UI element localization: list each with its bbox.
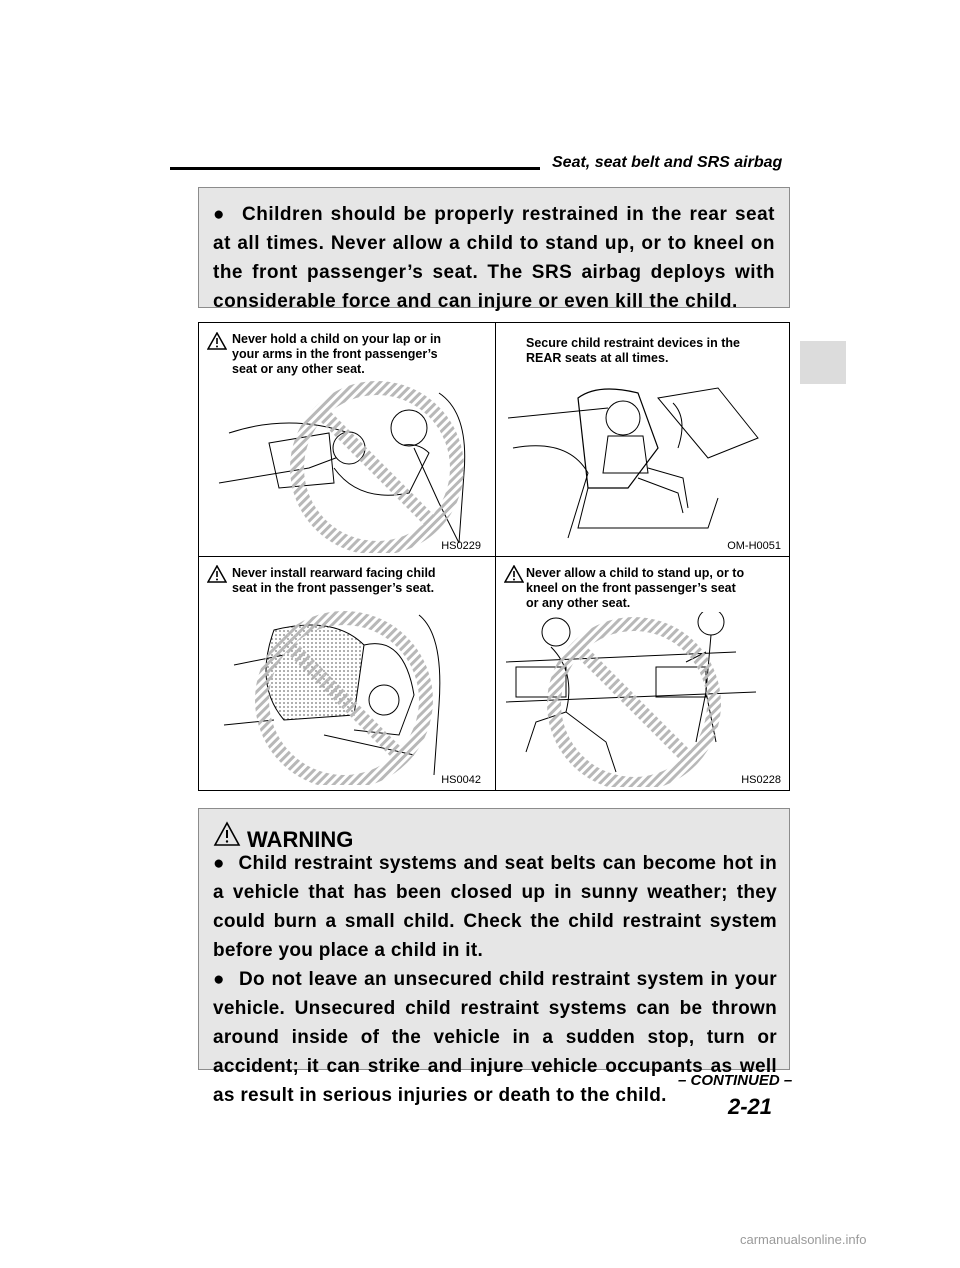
illustration-lap-child <box>209 373 489 553</box>
bullet: ● <box>213 969 226 990</box>
figure-rear-seat <box>496 323 789 557</box>
figure-code: OM-H0051 <box>727 540 781 552</box>
warning-item: ● Do not leave an unsecured child restraint system in your vehicle. Unsecured child restraint systems can be thrown around inside of the vehicle in a sudden stop, turn or accident; it can strike and injure vehicle occupants as well as result in serious injuries or death to the child. <box>213 969 777 1106</box>
illustration-rearward-seat <box>214 605 484 785</box>
figure-lap-child <box>199 323 496 557</box>
intro-note-text: ● Children should be properly restrained in the rear seat at all times. Never allow a child to stand up, or to kneel on the front passenger’s seat. The SRS airbag deploys with considerable force and can injure or even kill the child. <box>213 204 775 312</box>
warning-title: WARNING <box>247 827 354 852</box>
bullet: ● <box>213 853 226 874</box>
watermark: carmanualsonline.info <box>740 1232 867 1247</box>
figure-rearward-seat <box>199 557 496 790</box>
figure-grid <box>198 322 790 791</box>
section-title: Seat, seat belt and SRS airbag <box>552 154 783 171</box>
illustration-standing-child <box>506 612 781 787</box>
page-number: 2-21 <box>728 1094 773 1119</box>
figure-code: HS0229 <box>441 540 481 552</box>
figure-code: HS0042 <box>441 774 481 786</box>
continued-label: – CONTINUED – <box>678 1072 793 1089</box>
warning-body <box>213 849 777 1110</box>
warning-triangle-icon <box>504 565 524 583</box>
illustration-rear-child-seat <box>508 378 778 548</box>
intro-note-box <box>198 187 790 312</box>
figure-caption: Never hold a child on your lap or in your arms in the front passenger’s seat or any other seat. <box>232 332 442 376</box>
figure-caption: Never allow a child to stand up, or to kneel on the front passenger’s seat or any other seat. <box>526 566 745 610</box>
figure-standing-child <box>496 557 789 790</box>
chapter-tab <box>800 341 846 384</box>
warning-triangle-icon <box>207 565 227 583</box>
warning-triangle-icon <box>213 821 241 847</box>
figure-code: HS0228 <box>741 774 781 786</box>
warning-item: ● Child restraint systems and seat belts can become hot in a vehicle that has been closed up in sunny weather; they could burn a small child. Check the child restraint system before you place a child in it. <box>213 853 777 961</box>
bullet: ● <box>213 204 227 225</box>
warning-triangle-icon <box>207 332 227 350</box>
header-rule <box>170 167 540 170</box>
figure-caption: Secure child restraint devices in the REAR seats at all times. <box>526 336 740 365</box>
figure-caption: Never install rearward facing child seat in the front passenger’s seat. <box>232 566 436 595</box>
